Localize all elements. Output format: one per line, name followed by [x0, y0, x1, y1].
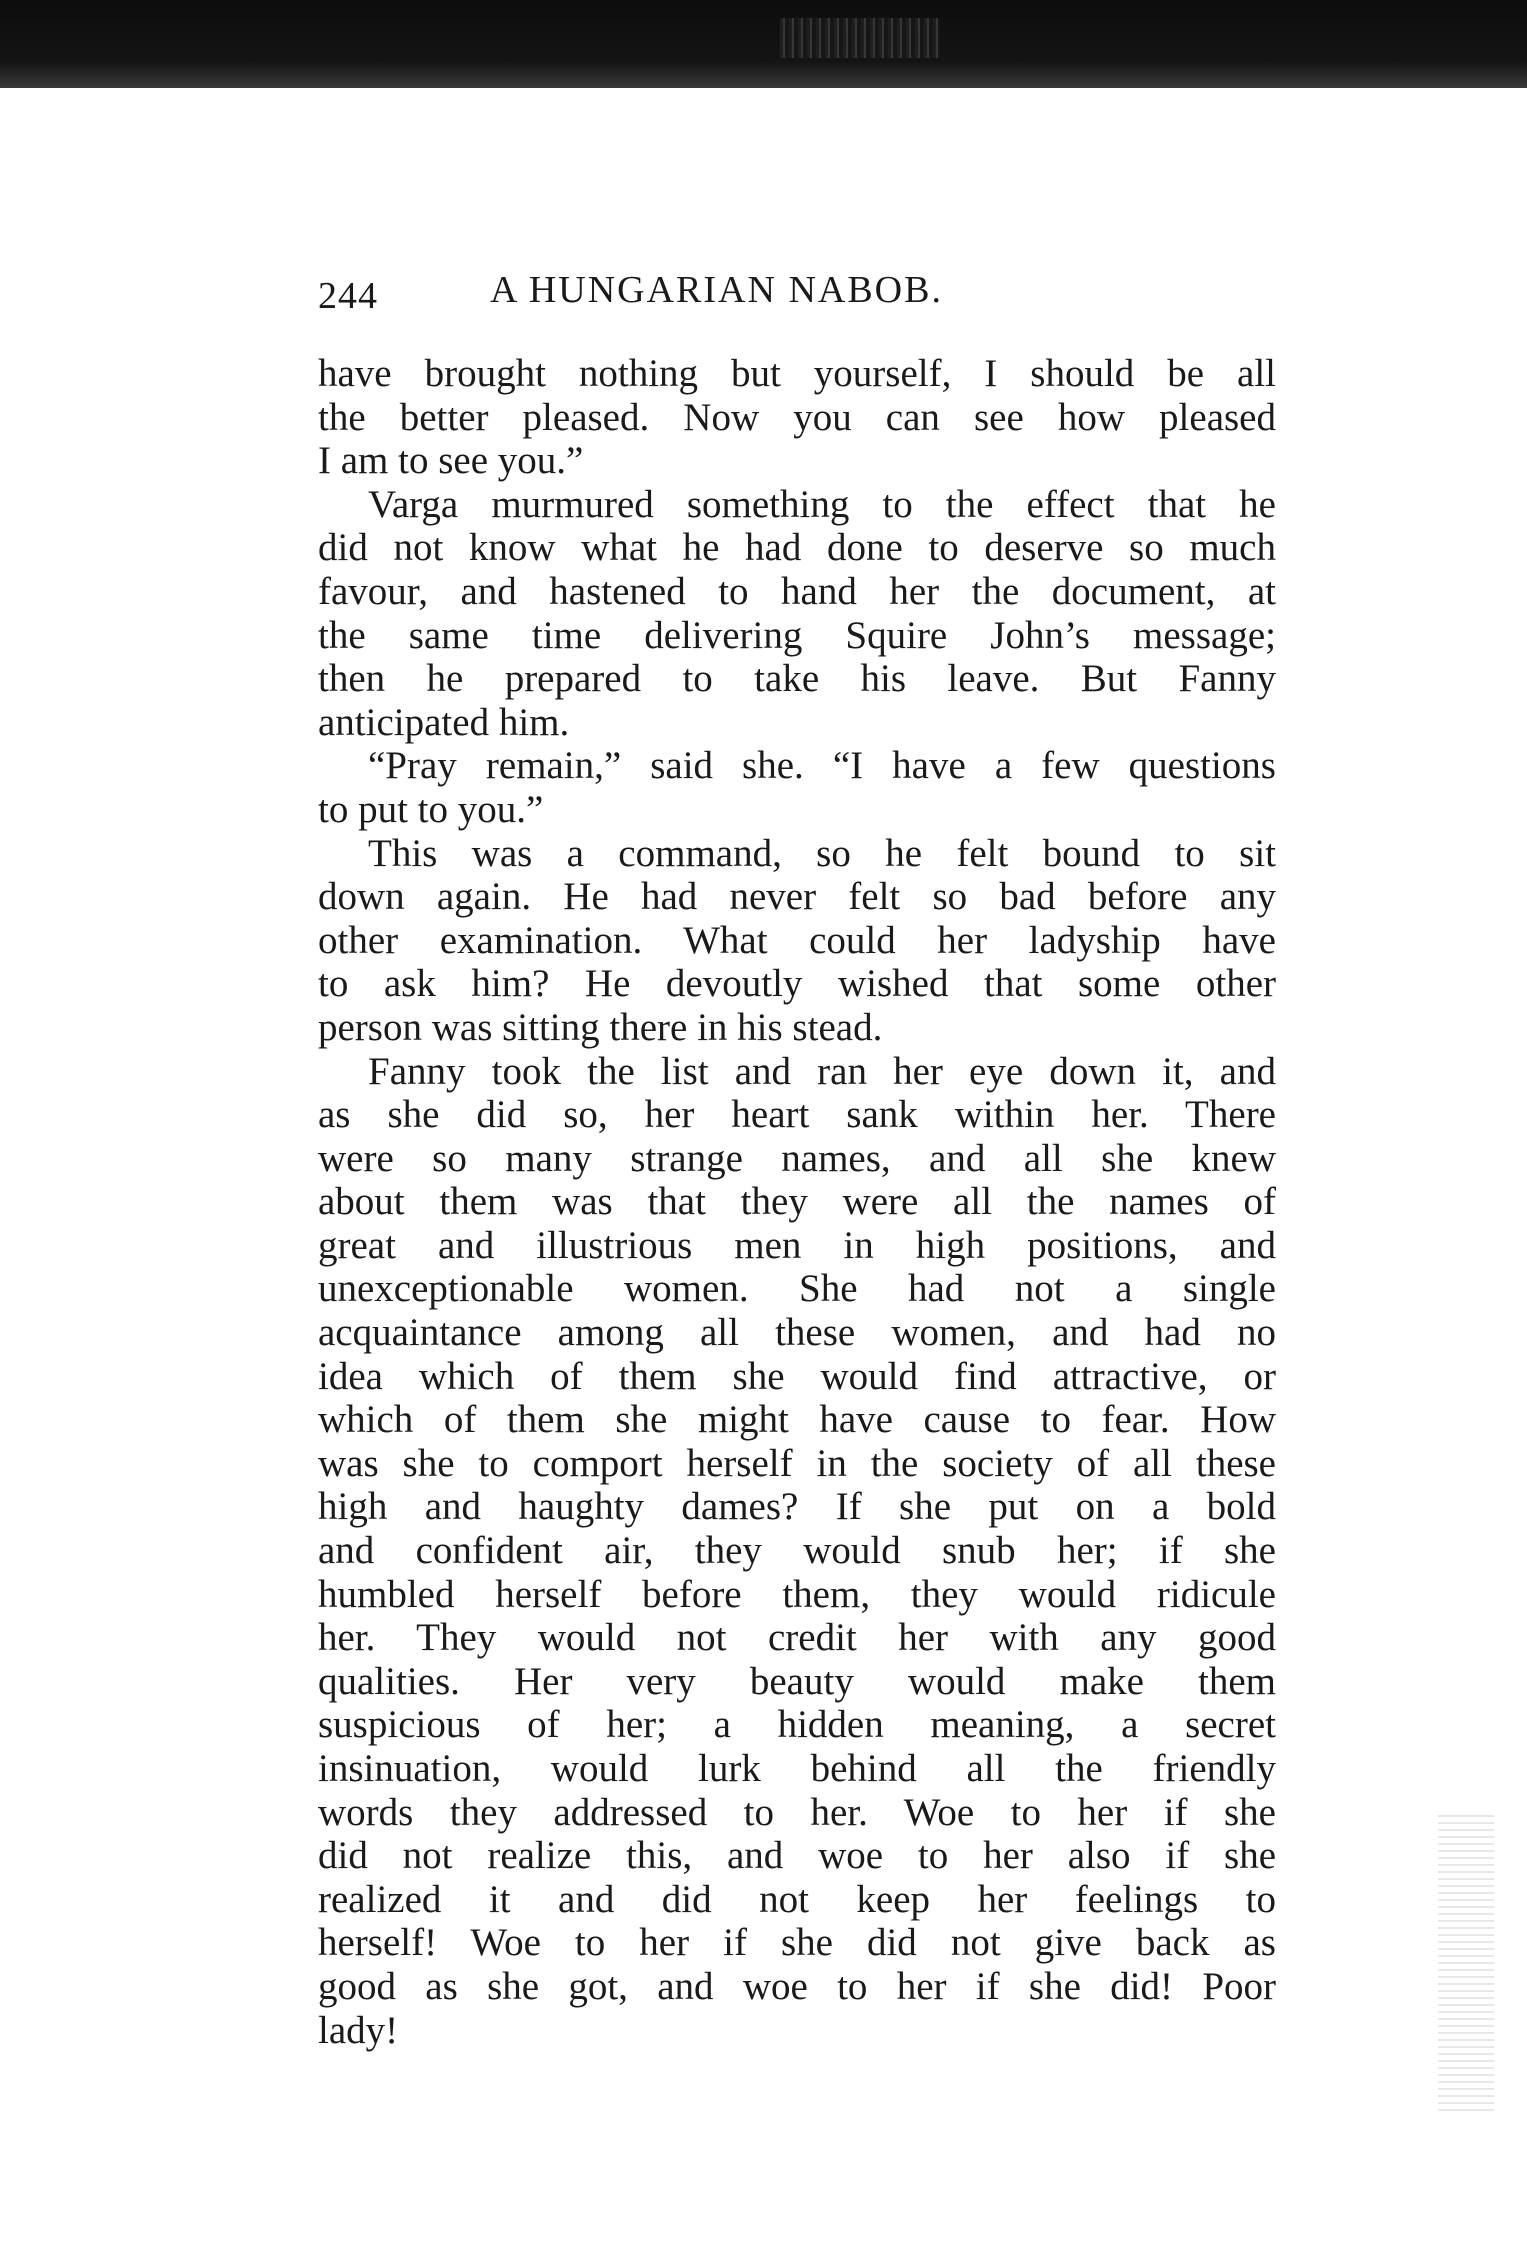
- text-line: qualities. Her very beauty would make them: [318, 1659, 1276, 1703]
- text-line: down again. He had never felt so bad before any: [318, 875, 1276, 919]
- running-title: A HUNGARIAN NABOB.: [490, 269, 943, 311]
- scan-speckle: [780, 18, 940, 58]
- text-line: did not know what he had done to deserve so much: [318, 526, 1276, 570]
- text-line: anticipated him.: [318, 700, 570, 744]
- text-line: the same time delivering Squire John’s message;: [318, 613, 1276, 657]
- text-line: to put to you.”: [318, 787, 544, 831]
- text-line: Fanny took the list and ran her eye down it, and: [368, 1049, 1276, 1093]
- text-line: favour, and hastened to hand her the document, at: [318, 569, 1276, 613]
- text-line: idea which of them she would find attractive, or: [318, 1354, 1276, 1398]
- scan-top-band: [0, 0, 1527, 88]
- text-line: “Pray remain,” said she. “I have a few questions: [368, 744, 1276, 788]
- text-line: the better pleased. Now you can see how pleased: [318, 395, 1276, 439]
- text-line: good as she got, and woe to her if she did! Poor: [318, 1964, 1276, 2008]
- text-line: acquaintance among all these women, and had no: [318, 1311, 1276, 1355]
- text-line: I am to see you.”: [318, 439, 584, 483]
- text-line: was she to comport herself in the society of all these: [318, 1441, 1276, 1485]
- text-line: as she did so, her heart sank within her. There: [318, 1093, 1276, 1137]
- text-line: about them was that they were all the names of: [318, 1180, 1276, 1224]
- body-text: [318, 352, 1276, 2052]
- text-line: great and illustrious men in high positions, and: [318, 1223, 1276, 1267]
- text-line: person was sitting there in his stead.: [318, 1005, 883, 1049]
- paragraph: [318, 1050, 1276, 2053]
- text-line: high and haughty dames? If she put on a bold: [318, 1485, 1276, 1529]
- paragraph: [318, 352, 1276, 483]
- text-line: then he prepared to take his leave. But Fanny: [318, 657, 1276, 701]
- text-line: This was a command, so he felt bound to sit: [368, 831, 1276, 875]
- text-line: herself! Woe to her if she did not give back as: [318, 1921, 1276, 1965]
- text-line: unexceptionable women. She had not a single: [318, 1267, 1276, 1311]
- text-line: words they addressed to her. Woe to her if she: [318, 1790, 1276, 1834]
- scan-margin-marks: [1438, 1815, 1494, 2115]
- text-line: which of them she might have cause to fear. How: [318, 1398, 1276, 1442]
- page-header: [318, 268, 1278, 318]
- page-number: 244: [318, 275, 378, 317]
- text-line: insinuation, would lurk behind all the friendly: [318, 1747, 1276, 1790]
- text-line: her. They would not credit her with any good: [318, 1616, 1276, 1660]
- text-line: Varga murmured something to the effect that he: [368, 482, 1276, 526]
- paragraph: [318, 744, 1276, 831]
- text-line: humbled herself before them, they would ridicule: [318, 1572, 1276, 1616]
- text-line: were so many strange names, and all she knew: [318, 1136, 1276, 1180]
- text-line: and confident air, they would snub her; if she: [318, 1529, 1276, 1573]
- text-line: other examination. What could her ladyship have: [318, 918, 1276, 962]
- text-line: realized it and did not keep her feelings to: [318, 1877, 1276, 1921]
- text-line: did not realize this, and woe to her also if she: [318, 1834, 1276, 1878]
- text-line: suspicious of her; a hidden meaning, a secret: [318, 1703, 1276, 1747]
- text-line: lady!: [318, 2008, 399, 2052]
- paragraph: [318, 483, 1276, 745]
- text-line: have brought nothing but yourself, I should be all: [318, 352, 1276, 395]
- paragraph: [318, 832, 1276, 1050]
- text-line: to ask him? He devoutly wished that some other: [318, 962, 1276, 1006]
